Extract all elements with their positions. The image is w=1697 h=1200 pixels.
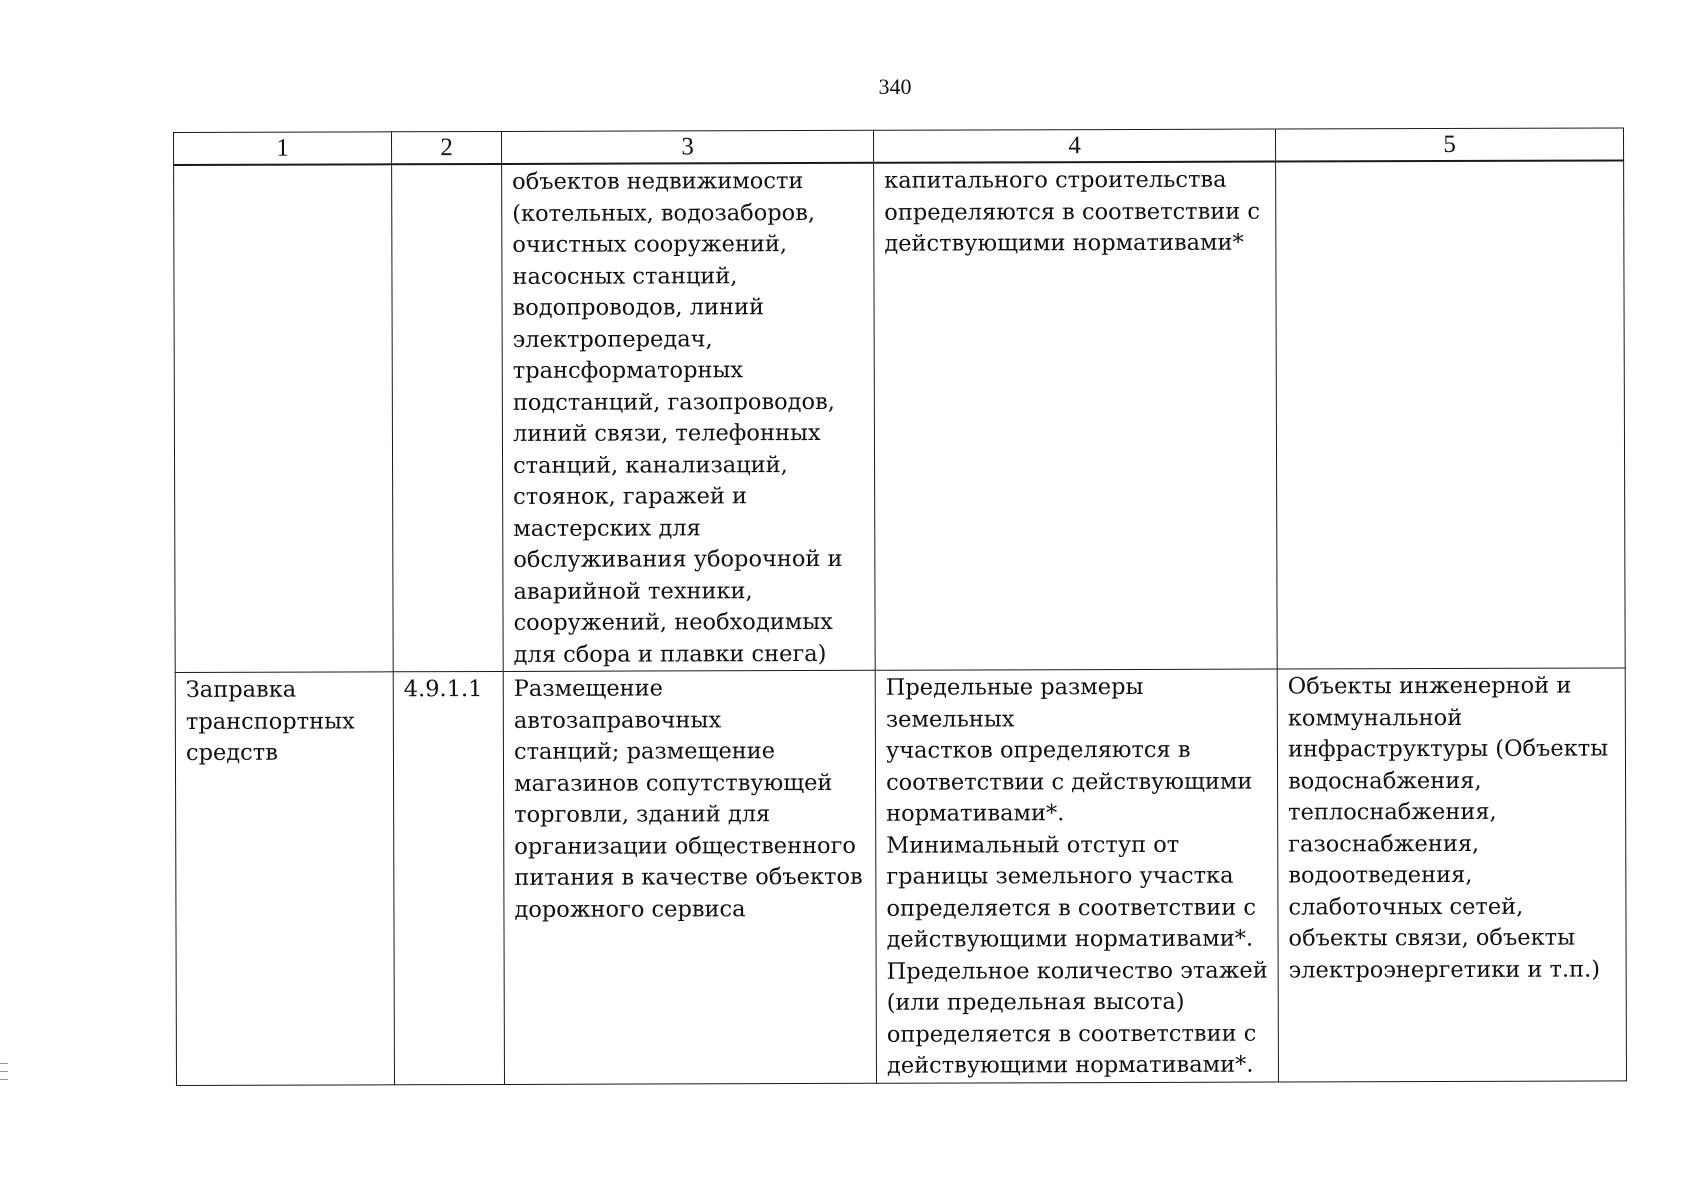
scan-edge-marks [0,1063,10,1093]
row1-parameters: капитального строительства определяются в соответствии с действующими нормативами* [884,166,1261,257]
row1-code-cell [392,164,504,672]
row1-description: объектов недвижимости (котельных, водозаборов, очистных сооружений, насосных станций, водопроводов, линий электропередач, трансформаторных подстанций, газопроводов, линий связи, телефонных станций, канализаций, стоянок, гаражей и мастерских для обслуживания уборочной и аварийной техники, сооружений, необходимых для сбора и плавки снега) [512,168,843,668]
land-use-table [173,127,1627,1085]
row2-description: Размещение автозаправочных станций; размещение магазинов сопутствующей торговли, зданий для организации общественного питания в качестве объектов дорожного сервиса [513,675,863,923]
table-row [174,160,1626,672]
row2-use-name-cell [175,672,394,1085]
row1-code [392,165,501,167]
row1-auxiliary-cell [1276,160,1626,669]
row2-description-cell [503,670,876,1084]
row2-code-cell [393,671,504,1084]
column-header-1: 1 [174,132,392,165]
row1-auxiliary [1276,161,1623,164]
page-number: 340 [878,74,912,99]
row1-description-cell [502,163,876,672]
column-header-3: 3 [501,130,873,164]
column-header-5: 5 [1275,128,1623,162]
row1-use-name [174,165,391,168]
row2-parameters-cell [875,669,1278,1083]
row1-parameters-cell [874,162,1278,671]
column-header-2: 2 [392,131,502,164]
row2-use-name: Заправка транспортных средств [185,676,355,766]
row2-auxiliary-cell [1277,668,1626,1082]
row2-auxiliary: Объекты инженерной и коммунальной инфраструктуры (Объекты водоснабжения, теплоснабжения, газоснабжения, водоотведения, слаботочных сетей, объекты связи, объекты электроэнергетики и т.п.) [1287,672,1609,983]
row2-parameters: Предельные размеры земельных участков определяются в соответствии с действующими нормативами*. Минимальный отступ от границы земельного участка определяется в соответствии с действующими нормативами*. Предельное количество этажей (или предельная высота) определяется в соответствии с действующими нормативами*. [885,673,1268,1079]
row2-code: 4.9.1.1 [403,676,483,703]
table-row [175,668,1626,1085]
header-row [174,128,1624,165]
column-header-4: 4 [873,129,1275,163]
row1-use-name-cell [174,164,394,672]
